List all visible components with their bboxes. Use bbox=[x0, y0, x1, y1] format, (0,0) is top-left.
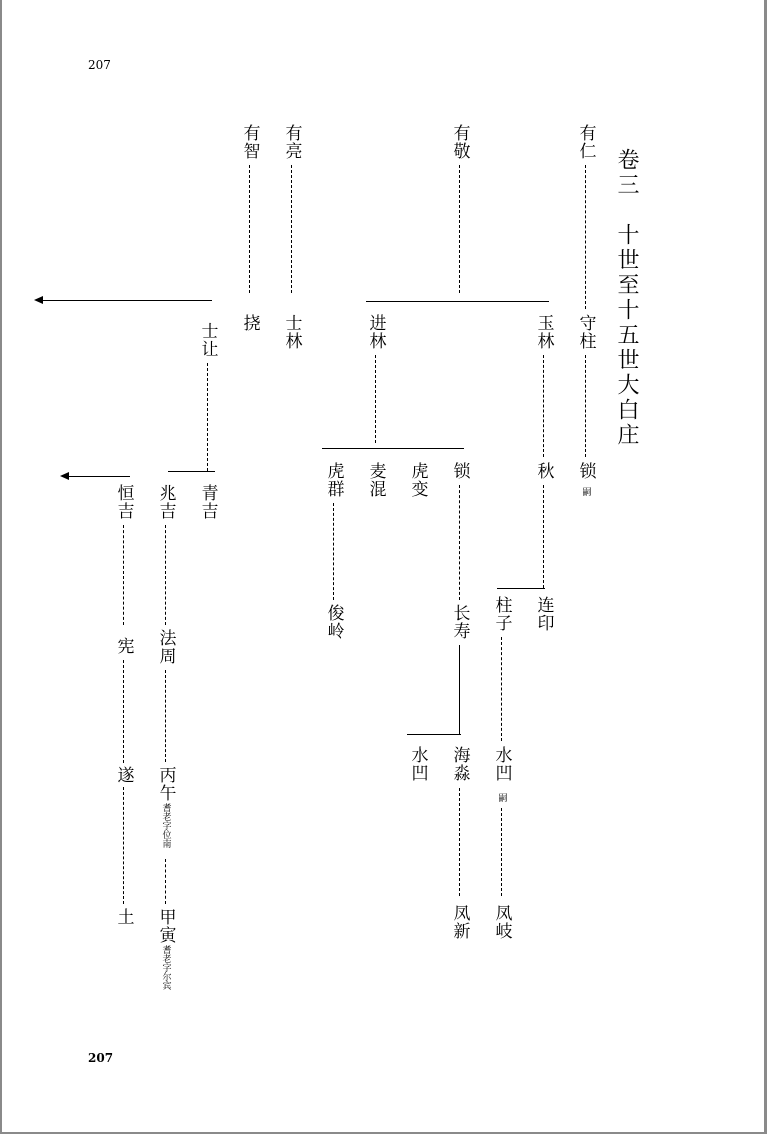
name-hengji: 恒吉 bbox=[113, 484, 134, 520]
line-jinlin bbox=[375, 355, 376, 443]
line-suo-changshou bbox=[459, 485, 460, 600]
name-qiu: 秋 bbox=[533, 462, 554, 480]
line-qiu-lianyin bbox=[543, 485, 544, 588]
name-youzhi: 有智 bbox=[239, 124, 260, 160]
bar-jinlin-sons bbox=[322, 448, 464, 449]
name-fazhou: 法周 bbox=[155, 629, 176, 665]
name-shilin: 士林 bbox=[281, 314, 302, 350]
line-youzhi-nao bbox=[249, 165, 250, 293]
line-yulin-qiu bbox=[543, 355, 544, 457]
name-changshou: 长寿 bbox=[449, 604, 470, 640]
line-changshou bbox=[459, 645, 460, 735]
name-qingji: 青吉 bbox=[197, 484, 218, 520]
line-bingwu-jiayin bbox=[165, 859, 166, 904]
line-shouzhu-suo bbox=[585, 355, 586, 457]
name-suo2: 锁 bbox=[449, 462, 470, 480]
name-xian: 宪 bbox=[113, 637, 134, 655]
bar-changshou-sons bbox=[407, 734, 461, 735]
note-jiayin: 耆老字尔宾 bbox=[160, 945, 171, 990]
line-huqun-junling bbox=[333, 503, 334, 600]
name-maihun: 麦混 bbox=[365, 462, 386, 498]
bar-shirang-sons bbox=[168, 471, 215, 472]
name-tu: 土 bbox=[113, 908, 134, 926]
line-xian-sui bbox=[123, 660, 124, 763]
line-zhaoji-fazhou bbox=[165, 525, 166, 625]
name-shuiwa2: 水凹 bbox=[407, 746, 428, 782]
bar-qiu-sons bbox=[497, 588, 545, 589]
name-yulin: 玉林 bbox=[533, 314, 554, 350]
chapter-title: 卷三 十世至十五世大白庄 bbox=[614, 148, 639, 448]
bar-youjing-sons bbox=[366, 301, 549, 302]
document-page bbox=[2, 0, 764, 1132]
name-sui: 遂 bbox=[113, 766, 134, 784]
name-zhaoji: 兆吉 bbox=[155, 484, 176, 520]
note-bingwu: 耆老字位南 bbox=[160, 803, 171, 848]
name-hubian: 虎变 bbox=[407, 462, 428, 498]
name-nao: 挠 bbox=[239, 314, 260, 332]
name-youren: 有仁 bbox=[575, 124, 596, 160]
name-youliang: 有亮 bbox=[281, 124, 302, 160]
name-junling: 俊岭 bbox=[323, 604, 344, 640]
page-number-bottom: 207 bbox=[88, 1051, 114, 1065]
line-sui-tu bbox=[123, 787, 124, 904]
name-youjing: 有敬 bbox=[449, 124, 470, 160]
name-fengxin: 凤新 bbox=[449, 904, 470, 940]
name-haimiao: 海淼 bbox=[449, 746, 470, 782]
name-bingwu: 丙午 bbox=[155, 766, 176, 802]
name-shirang: 士让 bbox=[197, 322, 218, 358]
name-zhuzi: 柱子 bbox=[491, 596, 512, 632]
name-jinlin: 进林 bbox=[365, 314, 386, 350]
name-jiayin: 甲寅 bbox=[155, 908, 176, 944]
name-huqun: 虎群 bbox=[323, 462, 344, 498]
name-shuiwa1: 水凹 bbox=[491, 746, 512, 782]
note-si-2: 嗣 bbox=[496, 793, 507, 802]
line-zhuzi-shuiwa bbox=[501, 637, 502, 741]
line-shirang bbox=[207, 363, 208, 471]
name-suo1: 锁 bbox=[575, 462, 596, 480]
line-fazhou-bingwu bbox=[165, 670, 166, 762]
arrow-continue-2 bbox=[68, 476, 130, 477]
arrow-continue-1 bbox=[42, 300, 212, 301]
note-si-1: 嗣 bbox=[580, 487, 591, 496]
page-number-top: 207 bbox=[88, 58, 111, 72]
name-shouzhu: 守柱 bbox=[575, 314, 596, 350]
line-hengji-xian bbox=[123, 525, 124, 625]
name-fengqi: 凤岐 bbox=[491, 904, 512, 940]
name-lianyin: 连印 bbox=[533, 596, 554, 632]
line-haimiao-fengxin bbox=[459, 788, 460, 896]
line-youren-shouzhu bbox=[585, 165, 586, 309]
line-youliang-shilin bbox=[291, 165, 292, 293]
line-shuiwa-fengqi bbox=[501, 808, 502, 896]
line-youjing bbox=[459, 165, 460, 293]
